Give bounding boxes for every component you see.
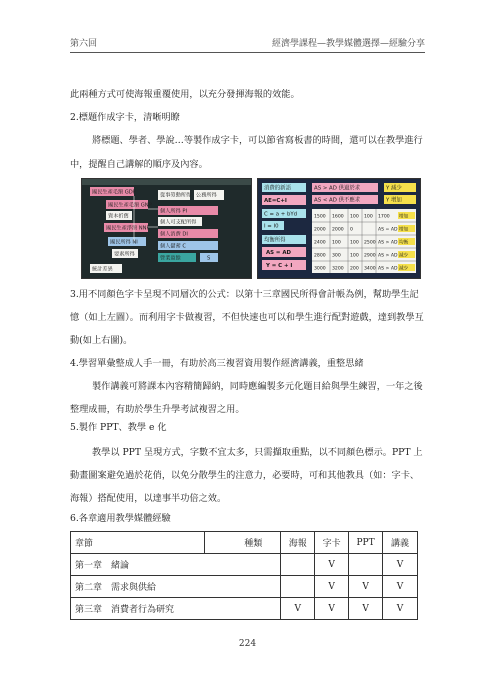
cell-r3-c3: 100 xyxy=(350,240,359,246)
col-header-poster: 海報 xyxy=(281,532,315,554)
row-ppt xyxy=(349,554,383,576)
page-number: 224 xyxy=(238,639,257,649)
cell-r5-c3: 200 xyxy=(350,266,359,272)
paragraph-item-2: 將標題、學者、學說…等製作成字卡，可以節省寫板書的時間，還可以在教學進行中，提醒自己講解的順序及內容。 xyxy=(70,135,423,170)
cell-r2-c6: AS = AD xyxy=(378,227,398,233)
card-shortage-label: AS < AD 供不應求 xyxy=(314,197,361,204)
table-header-row xyxy=(71,532,418,554)
card-i-eq-label: I = I0 xyxy=(264,223,279,230)
cell-r1-c1: 1500 xyxy=(314,214,326,220)
cell-r5-c5: AS > AD xyxy=(378,266,398,272)
photo-equilibrium-cards xyxy=(257,178,421,279)
card-y-increase-label: Y 增加 xyxy=(386,197,402,204)
cell-r1-c3: 100 xyxy=(350,214,359,220)
row-notes: V xyxy=(383,554,418,576)
page-header xyxy=(70,36,425,50)
cell-r3-c1: 2400 xyxy=(314,240,326,246)
paragraph-intro: 此兩種方式可使海報重覆使用，以充分發揮海報的效能。 xyxy=(70,89,300,100)
table-row xyxy=(71,598,418,620)
card-disposable-label: 個人可支配所得 xyxy=(160,219,197,226)
national-income-cards-illustration xyxy=(82,179,251,278)
col-header-notes: 講義 xyxy=(383,532,418,554)
col-header-ppt: PPT xyxy=(349,532,383,554)
col-header-card: 字卡 xyxy=(315,532,349,554)
paragraph-item-5: 教學以 PPT 呈現方式，字數不宜太多，只需擷取重點，以不同顏色標示。PPT 上動畫圖案避免過於花俏，以免分散學生的注意力，必要時，可和其他教具（如：字卡、海報）搭配使用，以達事半功倍之效。 xyxy=(70,447,423,504)
cell-r5-c4: 3400 xyxy=(364,266,376,272)
card-y-decrease-label: Y 減少 xyxy=(386,185,402,192)
cell-r2-c1: 2000 xyxy=(314,227,326,233)
card-factor-income-label: 要素所得 xyxy=(114,251,135,258)
cell-r2-c3: 0 xyxy=(350,227,353,233)
row-ppt: V xyxy=(349,598,383,620)
row-notes: V xyxy=(383,576,418,598)
tag-r5: 減少 xyxy=(399,266,409,272)
card-gnp-label: 國民生產毛額 GNP xyxy=(108,202,152,209)
row-ppt: V xyxy=(349,576,383,598)
paragraph-item-3: 3.用不同顏色字卡呈現不同層次的公式：以第十三章國民所得會計帳為例，幫助學生記憶（如上左圖）。而利用字卡做複習，不但快速也可以和學生進行配對遊戲，達到教學互動(如上右圖)。 xyxy=(70,289,424,346)
cell-r4-c1: 2800 xyxy=(314,253,326,259)
col-header-type: 種類 xyxy=(205,532,281,554)
tag-r2: 增加 xyxy=(399,227,409,233)
card-pi-label: 個人所得 PI xyxy=(160,208,188,215)
card-operating-surplus-label: 營業盈餘 xyxy=(160,255,181,262)
tag-r3: 均衡 xyxy=(399,240,409,246)
heading-item-4: 4.學習單彙整成人手一冊，有助於高三複習資用製作經濟講義，重整思緒 xyxy=(70,358,364,369)
row-chapter: 第二章 需求與供給 xyxy=(71,576,281,598)
tag-r4: 減少 xyxy=(399,253,409,259)
col-header-chapter: 章節 xyxy=(71,532,205,554)
row-poster: V xyxy=(281,598,315,620)
table-row xyxy=(71,554,418,576)
cell-r3-c5: AS > AD xyxy=(378,240,398,246)
cell-r3-c4: 2500 xyxy=(364,240,376,246)
heading-item-5: 5.製作 PPT、教學 e 化 xyxy=(70,422,167,433)
card-nnp-label: 國民生產淨額 NNP xyxy=(106,225,150,232)
row-poster xyxy=(281,576,315,598)
paragraph-item-4: 製作講義可將課本內容精簡歸納，同時應編製多元化題目給與學生練習，一年之後整理成冊，有助於學生升學考試複習之用。 xyxy=(70,381,423,415)
card-surplus-label: AS > AD 供過於求 xyxy=(314,185,361,192)
cell-r4-c2: 300 xyxy=(332,253,341,259)
card-depreciation-label: 資本折舊 xyxy=(108,213,129,220)
photo-national-income-cards xyxy=(81,178,252,279)
cell-r4-c3: 100 xyxy=(350,253,359,259)
card-c-eq-label: C = a + bYd xyxy=(264,211,298,218)
cell-r3-c2: 100 xyxy=(332,240,341,246)
card-labor-income-label: 從事勞動所得 xyxy=(160,192,192,199)
header-chapter: 第六回 xyxy=(70,39,98,49)
cell-r1-c4: 100 xyxy=(364,214,373,220)
cell-r4-c5: AS > AD xyxy=(378,253,398,259)
row-poster xyxy=(281,554,315,576)
card-c-label: 個人儲蓄 C xyxy=(160,243,187,250)
equilibrium-cards-illustration xyxy=(258,179,420,278)
cell-r2-c2: 2000 xyxy=(332,227,344,233)
cell-r1-c5: 1700 xyxy=(378,214,390,220)
row-card: V xyxy=(315,576,349,598)
card-di-label: 個人消費 DI xyxy=(160,231,188,238)
card-ae-label: AE=C+I xyxy=(264,198,287,204)
card-ni-label: 國民所得 NI xyxy=(110,239,138,246)
cell-r1-c2: 1600 xyxy=(332,214,344,220)
table-row xyxy=(71,576,418,598)
card-as-ad-label: AS = AD xyxy=(266,250,291,256)
row-card: V xyxy=(315,554,349,576)
heading-item-2: 2.標題作成字卡，清晰明瞭 xyxy=(70,112,180,123)
card-discrepancy-label: 統計差異 xyxy=(92,266,113,273)
card-y-ci-label: Y = C + I xyxy=(266,263,293,269)
card-equilibrium-label: 均衡所得 xyxy=(264,237,286,244)
card-public-income-label: 公務所得 xyxy=(196,192,217,199)
tag-r1: 增加 xyxy=(399,214,409,220)
cell-r4-c4: 2900 xyxy=(364,253,376,259)
cell-r5-c2: 3200 xyxy=(332,266,344,272)
row-chapter: 第一章 緒論 xyxy=(71,554,281,576)
row-card: V xyxy=(315,598,349,620)
media-table xyxy=(70,531,418,620)
heading-item-6: 6.各章適用教學媒體經驗 xyxy=(70,513,171,524)
cell-r5-c1: 3000 xyxy=(314,266,326,272)
row-notes: V xyxy=(383,598,418,620)
header-title: 經濟學課程—教學媒體選擇—經驗分享 xyxy=(271,39,425,49)
row-chapter: 第三章 消費者行為研究 xyxy=(71,598,281,620)
card-gdp-label: 國民生產毛額 GDP xyxy=(92,189,136,196)
card-consumption-title-label: 消費的新語 xyxy=(264,185,291,192)
card-s-label: S xyxy=(207,255,211,262)
header-rule xyxy=(70,52,425,53)
